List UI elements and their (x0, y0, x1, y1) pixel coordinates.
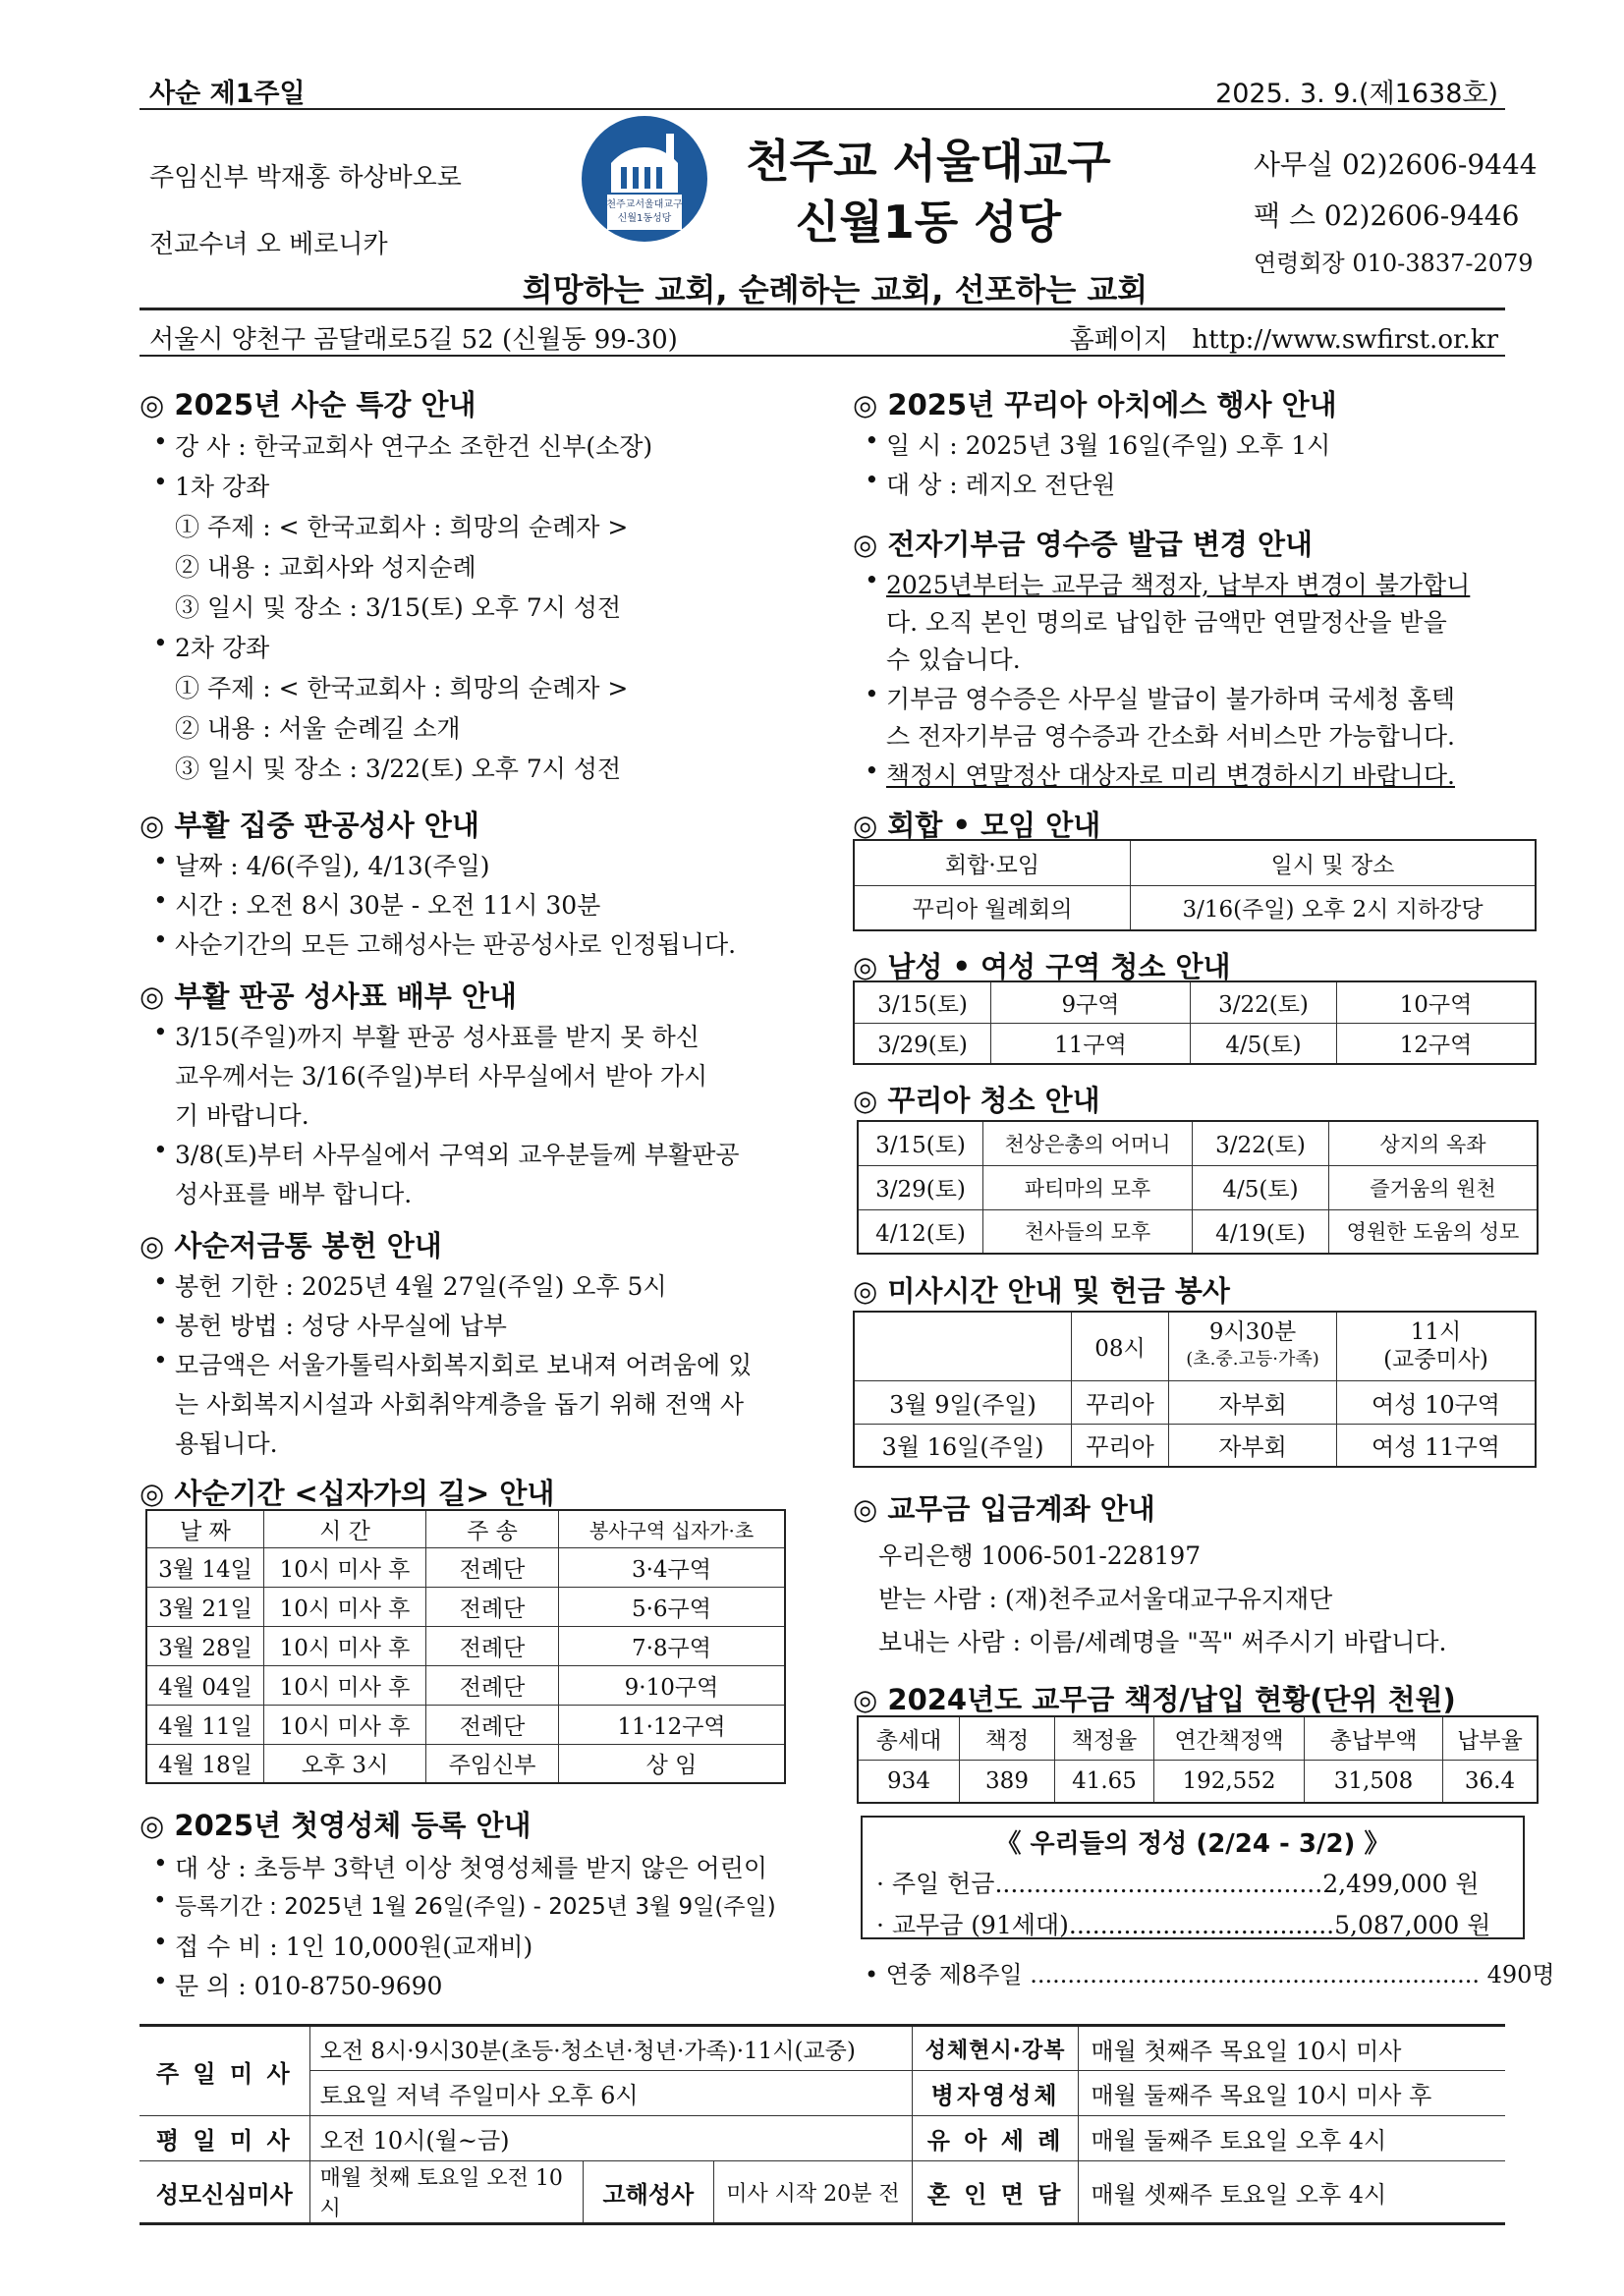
liturgical-week: 사순 제1주일 (149, 79, 306, 109)
schedule-value: 미사 시작 20분 전 (714, 2161, 913, 2224)
table-cell: 3월 21일 (146, 1587, 264, 1626)
table-cell: 10시 미사 후 (264, 1587, 426, 1626)
kids-event-line: • 일 시 : 2025년 3월 16일(주일) 오후 1시 (886, 426, 1330, 462)
table-cell: 9·10구역 (559, 1665, 786, 1705)
table-header: 봉사구역 십자가·초 (559, 1510, 786, 1547)
receipt-line: 스 전자기부금 영수증과 간소화 서비스만 가능합니다. (886, 722, 1455, 751)
table-header: 회합·모임 (854, 840, 1131, 885)
table-cell: 3월 28일 (146, 1626, 264, 1665)
table-cell: 389 (960, 1760, 1055, 1803)
schedule-value: 매월 첫째 토요일 오전 10시 (309, 2161, 583, 2224)
communion-line: • 대 상 : 초등부 3학년 이상 첫영성체를 받지 않은 어린이 (175, 1849, 767, 1884)
schedule-value: 토요일 저녁 주일미사 오후 6시 (309, 2071, 912, 2116)
slogan: 희망하는 교회, 순례하는 교회, 선포하는 교회 (522, 271, 1148, 308)
homepage (1070, 319, 1498, 356)
table-cell: 여성 10구역 (1337, 1380, 1537, 1424)
stations-table (145, 1509, 786, 1784)
communion-line: • 접 수 비 : 1인 10,000원(교재비) (175, 1928, 532, 1963)
confession-line: • 시간 : 오전 8시 30분 - 오전 11시 30분 (175, 886, 600, 922)
receipt-title: ◎ 전자기부금 영수증 발급 변경 안내 (853, 528, 1313, 561)
table-cell: 4/12(토) (858, 1209, 983, 1254)
table-header: 08시 (1072, 1312, 1169, 1380)
table-cell: 전례단 (426, 1626, 559, 1665)
table-cell: 192,552 (1154, 1760, 1305, 1803)
table-header (1169, 1312, 1337, 1380)
table-cell: 자부회 (1169, 1424, 1337, 1467)
kids-event-title: ◎ 2025년 꾸리아 아치에스 행사 안내 (853, 388, 1337, 421)
table-cell: 11구역 (991, 1023, 1191, 1064)
account-line: 보내는 사람 : 이름/세례명을 "꼭" 써주시기 바랍니다. (878, 1628, 1447, 1656)
table-cell: 영원한 도움의 성모 (1329, 1209, 1539, 1254)
table-header (1337, 1312, 1537, 1380)
schedule-label: 혼 인 면 담 (912, 2161, 1079, 2224)
table-header: 날 짜 (146, 1510, 264, 1547)
receipt-line: 다. 오직 본인 명의로 납입한 금액만 연말정산을 받을 (886, 608, 1447, 637)
table-cell: 4월 18일 (146, 1744, 264, 1783)
table-cell: 31,508 (1305, 1760, 1443, 1803)
schedule-value: 매월 셋째주 토요일 오후 4시 (1079, 2161, 1505, 2224)
schedule-label: 고해성사 (583, 2161, 713, 2224)
ticket-line: • 3/15(주일)까지 부활 판공 성사표를 받지 못 하신 (175, 1018, 700, 1053)
lecture-line: ③ 일시 및 장소 : 3/15(토) 오후 7시 성전 (175, 593, 622, 622)
table-header-row (858, 1716, 1538, 1760)
address-rule (140, 355, 1505, 357)
table-cell: 3월 14일 (146, 1547, 264, 1587)
table-cell: 36.4 (1443, 1760, 1539, 1803)
schedule-label: 병자영성체 (912, 2071, 1079, 2116)
cleaning-district-title: ◎ 남성 • 여성 구역 청소 안내 (853, 950, 1231, 983)
table-cell: 5·6구역 (559, 1587, 786, 1626)
confession-line: • 사순기간의 모든 고해성사는 판공성사로 인정됩니다. (175, 925, 736, 961)
table-row (146, 1744, 785, 1783)
table-row (858, 1209, 1538, 1254)
table-row (854, 1023, 1536, 1064)
lecture-line: ③ 일시 및 장소 : 3/22(토) 오후 7시 성전 (175, 755, 622, 783)
parish-logo (582, 116, 707, 242)
table-cell: 3/15(토) (858, 1121, 983, 1165)
schedule-label: 주 일 미 사 (140, 2026, 309, 2116)
table-row (146, 1626, 785, 1665)
lecture-line: • 2차 강좌 (175, 629, 269, 664)
schedule-value: 매월 둘째주 토요일 오후 4시 (1079, 2116, 1505, 2161)
table-cell: 4월 04일 (146, 1665, 264, 1705)
table-row (140, 2161, 1505, 2224)
ticket-line: 성사표를 배부 합니다. (175, 1180, 413, 1208)
lent-offering-line: • 봉헌 기한 : 2025년 4월 27일(주일) 오후 5시 (175, 1267, 667, 1303)
receipt-line: • 책정시 연말정산 대상자로 미리 변경하시기 바랍니다. (886, 756, 1455, 792)
table-cell: 3/15(토) (854, 981, 991, 1023)
lent-offering-title: ◎ 사순저금통 봉헌 안내 (140, 1229, 442, 1262)
schedule-label: 성체현시·강복 (912, 2026, 1079, 2071)
header-sub: (교중미사) (1383, 1347, 1488, 1373)
table-header: 총세대 (858, 1716, 960, 1760)
table-cell: 3·4구역 (559, 1547, 786, 1587)
table-cell: 자부회 (1169, 1380, 1337, 1424)
dues-title: ◎ 2024년도 교무금 책정/납입 현황(단위 천원) (853, 1683, 1456, 1716)
table-cell: 7·8구역 (559, 1626, 786, 1665)
offering-line: · 교무금 (91세대)..................................5,087,000 원 (876, 1911, 1491, 1939)
table-row (146, 1665, 785, 1705)
table-cell: 전례단 (426, 1705, 559, 1744)
table-header: 시 간 (264, 1510, 426, 1547)
confession-line: • 날짜 : 4/6(주일), 4/13(주일) (175, 847, 490, 882)
table-cell: 오후 3시 (264, 1744, 426, 1783)
offering-extra: • 연중 제8주일 ............................................................ 490명 (865, 1961, 1555, 1988)
receipt-line: • 기부금 영수증은 사무실 발급이 불가하며 국세청 홈텍 (886, 680, 1455, 715)
table-cell: 3/22(토) (1193, 1121, 1329, 1165)
table-header: 연간책정액 (1154, 1716, 1305, 1760)
table-header: 일시 및 장소 (1131, 840, 1537, 885)
communion-title: ◎ 2025년 첫영성체 등록 안내 (140, 1809, 532, 1842)
account-line: 우리은행 1006-501-228197 (878, 1541, 1202, 1570)
address: 서울시 양천구 곰달래로5길 52 (신월동 99-30) (149, 325, 678, 355)
table-row (854, 1380, 1536, 1424)
table-header-row (854, 1312, 1536, 1380)
offering-title: 《 우리들의 정성 (2/24 - 3/2) 》 (995, 1829, 1390, 1859)
table-row (140, 2116, 1505, 2161)
header-time: 11시 (1410, 1319, 1462, 1346)
homepage-link[interactable]: http://www.swfirst.or.kr (1192, 325, 1498, 355)
mass-service-table (853, 1311, 1537, 1468)
nun-name: 전교수녀 오 베로니카 (149, 230, 388, 259)
table-header: 납부율 (1443, 1716, 1539, 1760)
table-cell: 천상은총의 어머니 (983, 1121, 1193, 1165)
account-line: 받는 사람 : (재)천주교서울대교구유지재단 (878, 1585, 1333, 1613)
header-sub: (초.중.고등·가족) (1186, 1349, 1319, 1371)
lecture-line: ② 내용 : 교회사와 성지순례 (175, 553, 476, 582)
account-title: ◎ 교무금 입금계좌 안내 (853, 1492, 1155, 1526)
table-header (854, 1312, 1072, 1380)
table-row (146, 1587, 785, 1626)
council-phone: 연령회장 010-3837-2079 (1254, 250, 1534, 277)
schedule-label: 유 아 세 례 (912, 2116, 1079, 2161)
table-cell: 상지의 옥좌 (1329, 1121, 1539, 1165)
table-cell: 41.65 (1055, 1760, 1154, 1803)
table-cell: 파티마의 모후 (983, 1165, 1193, 1209)
logo-text: 천주교서울대교구 신월1동성당 (606, 199, 683, 224)
table-row (858, 1760, 1538, 1803)
offering-line: · 주일 헌금..........................................2,499,000 원 (876, 1870, 1480, 1898)
parish-title-2: 신월1동 성당 (795, 196, 1062, 249)
table-cell: 9구역 (991, 981, 1191, 1023)
dues-table (857, 1715, 1539, 1804)
table-cell: 10시 미사 후 (264, 1547, 426, 1587)
receipt-line: 수 있습니다. (886, 645, 1021, 674)
table-cell: 4/5(토) (1191, 1023, 1337, 1064)
table-cell: 3/22(토) (1191, 981, 1337, 1023)
table-row (854, 885, 1536, 930)
meeting-title: ◎ 회합 • 모임 안내 (853, 809, 1101, 842)
cleaning-district-table (853, 980, 1537, 1065)
lent-lecture-title: ◎ 2025년 사순 특강 안내 (140, 388, 476, 421)
table-cell: 4/5(토) (1193, 1165, 1329, 1209)
schedule-label: 평 일 미 사 (140, 2116, 309, 2161)
parish-title-1: 천주교 서울대교구 (746, 135, 1111, 188)
table-cell: 상 임 (559, 1744, 786, 1783)
table-cell: 3/29(토) (854, 1023, 991, 1064)
table-cell: 10시 미사 후 (264, 1665, 426, 1705)
table-cell: 934 (858, 1760, 960, 1803)
table-row (140, 2026, 1505, 2071)
schedule-table (140, 2024, 1505, 2225)
table-header: 주 송 (426, 1510, 559, 1547)
schedule-value: 매월 첫째주 목요일 10시 미사 (1079, 2026, 1505, 2071)
communion-line: • 문 의 : 010-8750-9690 (175, 1967, 442, 2002)
lecture-line: ① 주제 : < 한국교회사 : 희망의 순례자 > (175, 674, 629, 702)
table-row (858, 1121, 1538, 1165)
lent-offering-line: • 모금액은 서울가톨릭사회복지회로 보내져 어려움에 있 (175, 1346, 752, 1381)
pastor-name: 주임신부 박재홍 하상바오로 (149, 163, 462, 193)
kids-event-line: • 대 상 : 레지오 전단원 (886, 466, 1115, 501)
office-phone: 사무실 02)2606-9444 (1254, 148, 1538, 181)
table-cell: 3/29(토) (858, 1165, 983, 1209)
lent-offering-line: 용됩니다. (175, 1429, 278, 1458)
table-row (854, 981, 1536, 1023)
lecture-line: • 강 사 : 한국교회사 연구소 조한건 신부(소장) (175, 427, 652, 463)
offering-box (861, 1816, 1525, 1939)
table-cell: 10시 미사 후 (264, 1705, 426, 1744)
communion-line: • 등록기간 : 2025년 1월 26일(주일) - 2025년 3월 9일(주일) (175, 1888, 776, 1921)
schedule-value: 매월 둘째주 목요일 10시 미사 후 (1079, 2071, 1505, 2116)
table-cell: 3/16(주일) 오후 2시 지하강당 (1131, 885, 1537, 930)
lecture-line: ② 내용 : 서울 순례길 소개 (175, 714, 461, 743)
table-cell: 꾸리아 (1072, 1424, 1169, 1467)
table-cell: 10구역 (1337, 981, 1537, 1023)
lecture-line: ① 주제 : < 한국교회사 : 희망의 순례자 > (175, 513, 629, 541)
table-cell: 3월 9일(주일) (854, 1380, 1072, 1424)
table-cell: 4월 11일 (146, 1705, 264, 1744)
schedule-value: 오전 10시(월~금) (309, 2116, 912, 2161)
table-row (854, 1424, 1536, 1467)
receipt-line: • 2025년부터는 교무금 책정자, 납부자 변경이 불가합니 (886, 566, 1470, 601)
mass-service-title: ◎ 미사시간 안내 및 헌금 봉사 (853, 1274, 1230, 1308)
table-cell: 전례단 (426, 1665, 559, 1705)
table-cell: 3월 16일(주일) (854, 1424, 1072, 1467)
table-row (140, 2071, 1505, 2116)
schedule-label: 성모신심미사 (140, 2161, 309, 2224)
lent-offering-line: • 봉헌 방법 : 성당 사무실에 납부 (175, 1307, 507, 1342)
fax-number: 팩 스 02)2606-9446 (1254, 199, 1520, 232)
table-cell: 주임신부 (426, 1744, 559, 1783)
header-rule (140, 108, 1505, 110)
table-row (858, 1165, 1538, 1209)
table-cell: 4/19(토) (1193, 1209, 1329, 1254)
confession-title: ◎ 부활 집중 판공성사 안내 (140, 809, 479, 842)
stations-title: ◎ 사순기간 <십자가의 길> 안내 (140, 1477, 555, 1510)
meeting-table (853, 839, 1537, 931)
table-header: 책정 (960, 1716, 1055, 1760)
cleaning-curia-title: ◎ 꾸리아 청소 안내 (853, 1084, 1100, 1117)
slogan-rule (140, 308, 1505, 310)
table-cell: 꾸리아 월례회의 (854, 885, 1131, 930)
table-row (146, 1547, 785, 1587)
table-cell: 전례단 (426, 1587, 559, 1626)
table-header: 책정율 (1055, 1716, 1154, 1760)
ticket-line: 교우께서는 3/16(주일)부터 사무실에서 받아 가시 (175, 1062, 708, 1091)
ticket-line: • 3/8(토)부터 사무실에서 구역외 교우분들께 부활판공 (175, 1136, 740, 1171)
ticket-line: 기 바랍니다. (175, 1101, 309, 1130)
header-time: 9시30분 (1208, 1319, 1297, 1346)
table-cell: 12구역 (1337, 1023, 1537, 1064)
table-cell: 10시 미사 후 (264, 1626, 426, 1665)
schedule-value: 오전 8시·9시30분(초등·청소년·청년·가족)·11시(교중) (309, 2026, 912, 2071)
table-cell: 11·12구역 (559, 1705, 786, 1744)
table-cell: 천사들의 모후 (983, 1209, 1193, 1254)
table-header-row (854, 840, 1536, 885)
issue-date: 2025. 3. 9.(제1638호) (1215, 79, 1498, 109)
table-cell: 여성 11구역 (1337, 1424, 1537, 1467)
table-cell: 전례단 (426, 1547, 559, 1587)
table-header: 총납부액 (1305, 1716, 1443, 1760)
cleaning-curia-table (857, 1120, 1539, 1255)
table-cell: 즐거움의 원천 (1329, 1165, 1539, 1209)
ticket-title: ◎ 부활 판공 성사표 배부 안내 (140, 980, 517, 1013)
homepage-label: 홈페이지 (1069, 325, 1169, 355)
table-row (146, 1705, 785, 1744)
lecture-line: • 1차 강좌 (175, 468, 269, 503)
lent-offering-line: 는 사회복지시설과 사회취약계층을 돕기 위해 전액 사 (175, 1390, 744, 1419)
table-cell: 꾸리아 (1072, 1380, 1169, 1424)
table-header-row (146, 1510, 785, 1547)
